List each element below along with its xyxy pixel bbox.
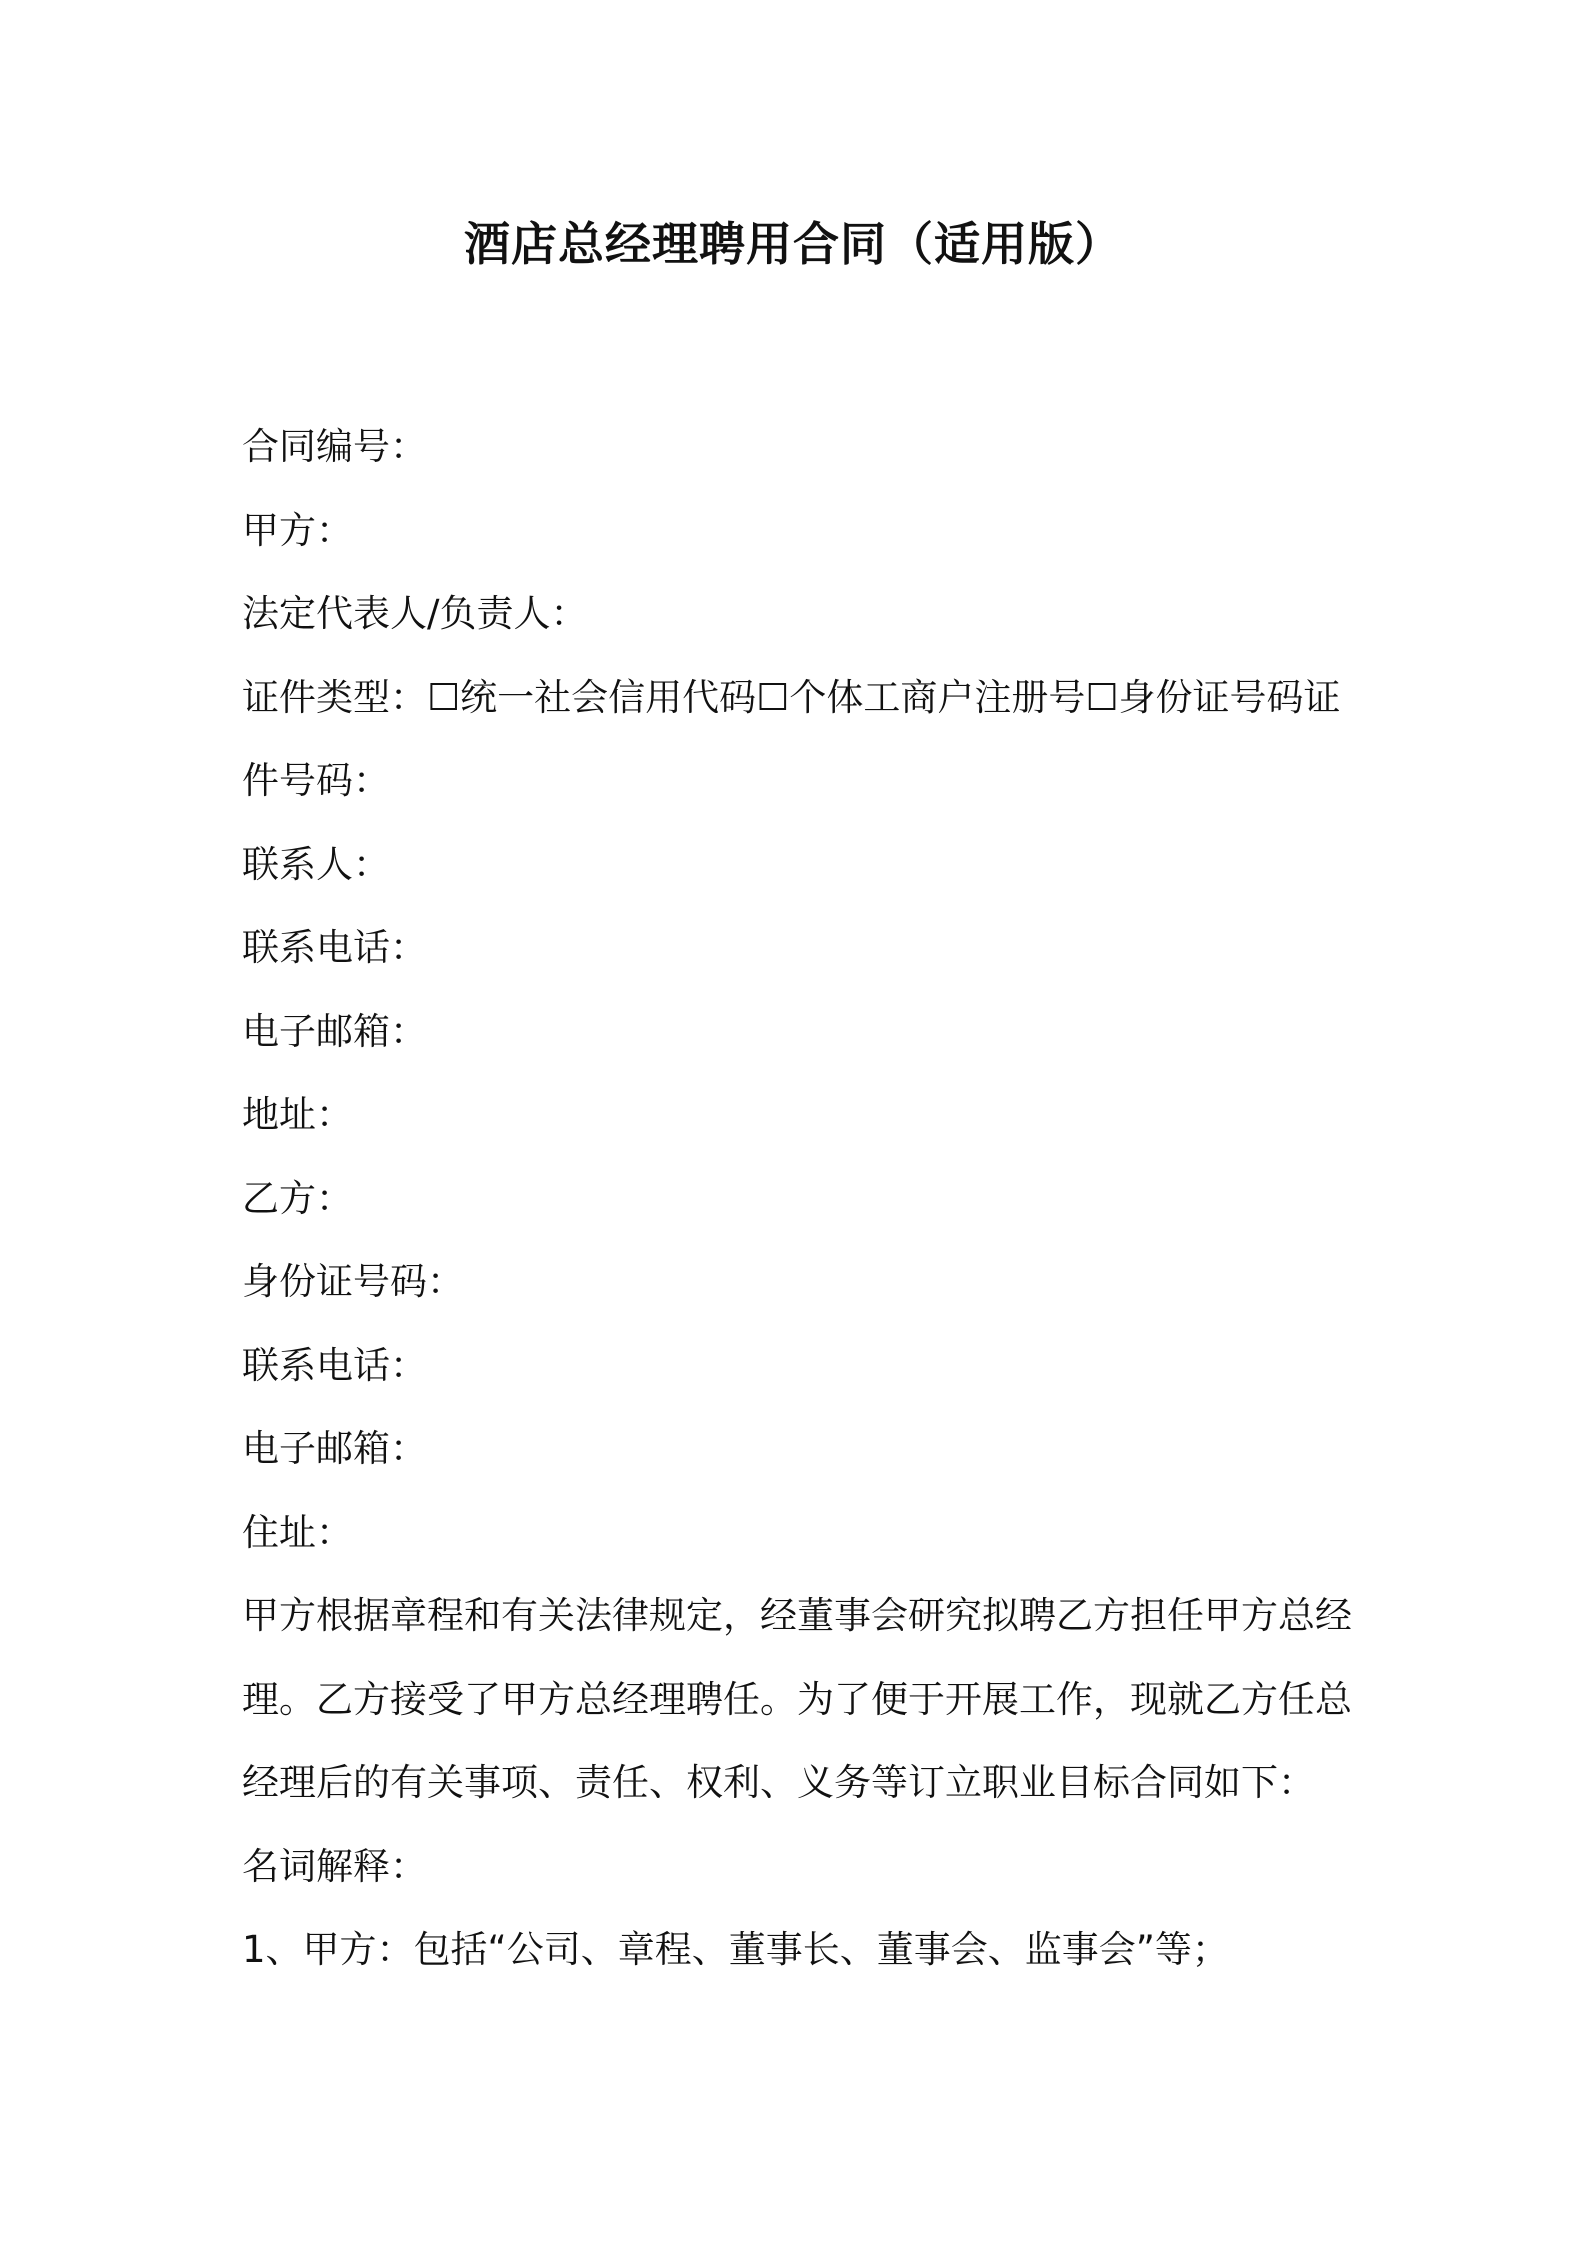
legal-representative-line: 法定代表人/负责人：: [242, 592, 588, 635]
id-number-line: 件号码：: [242, 759, 390, 802]
intro-paragraph-line-3: 经理后的有关事项、责任、权利、义务等订立职业目标合同如下：: [242, 1761, 1315, 1804]
party-a-contact-line: 联系人：: [242, 842, 390, 886]
intro-paragraph-line-1: 甲方根据章程和有关法律规定，经董事会研究拟聘乙方担任甲方总经: [242, 1594, 1352, 1637]
party-a-email-line: 电子邮箱：: [242, 1009, 427, 1053]
id-type-line: 证件类型：☐统一社会信用代码☐个体工商户注册号☐身份证号码证: [242, 675, 1341, 719]
party-b-line: 乙方：: [242, 1176, 353, 1220]
party-b-email-line: 电子邮箱：: [242, 1427, 427, 1470]
intro-paragraph-line-2: 理。乙方接受了甲方总经理聘任。为了便于开展工作，现就乙方任总: [242, 1677, 1352, 1721]
party-b-phone-line: 联系电话：: [242, 1343, 427, 1387]
party-a-address-line: 地址：: [242, 1093, 353, 1136]
party-b-address-line: 住址：: [242, 1510, 353, 1554]
contract-number-line: 合同编号：: [242, 425, 427, 468]
document-body: [242, 405, 1352, 1992]
party-a-phone-line: 联系电话：: [242, 926, 427, 969]
party-b-id-number-line: 身份证号码：: [242, 1260, 464, 1303]
party-a-line: 甲方：: [242, 508, 353, 552]
definition-item-1: 1、甲方：包括“公司、章程、董事长、董事会、监事会”等；: [242, 1928, 1229, 1971]
document-title: 酒店总经理聘用合同（适用版）: [464, 217, 1122, 271]
definitions-heading: 名词解释：: [242, 1844, 427, 1888]
